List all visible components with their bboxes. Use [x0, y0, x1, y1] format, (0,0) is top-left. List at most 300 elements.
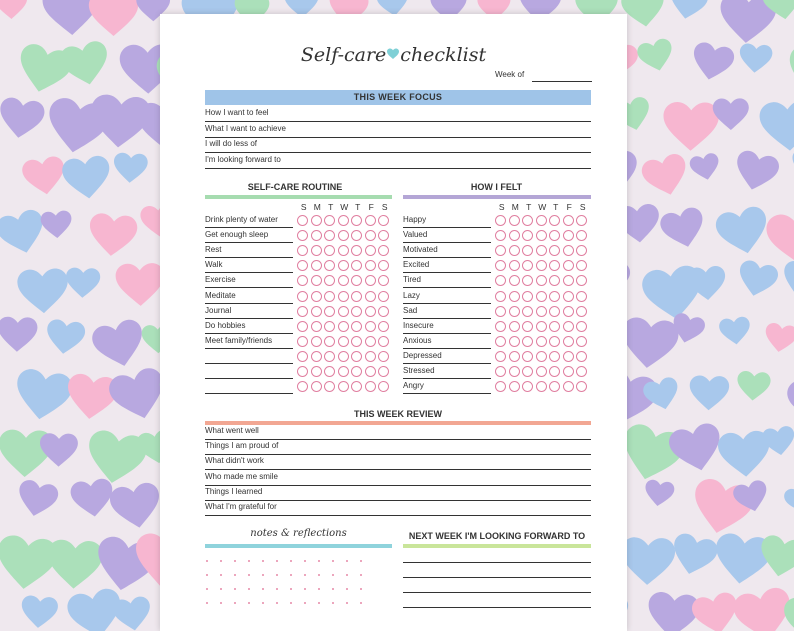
- felt-checkbox-circle[interactable]: [536, 260, 547, 271]
- felt-checkbox-circle[interactable]: [509, 351, 520, 362]
- routine-checkbox-circle[interactable]: [351, 230, 362, 241]
- felt-checkbox-circle[interactable]: [576, 366, 587, 377]
- routine-item-label: Do hobbies: [205, 319, 293, 334]
- felt-checkbox-circle[interactable]: [563, 245, 574, 256]
- pattern-heart-icon: [735, 258, 780, 300]
- felt-checkbox-circle[interactable]: [522, 260, 533, 271]
- review-row[interactable]: Things I am proud of: [205, 439, 591, 455]
- routine-checkbox-circle[interactable]: [324, 230, 335, 241]
- routine-checkbox-circle[interactable]: [338, 351, 349, 362]
- routine-checkbox-circle[interactable]: [324, 291, 335, 302]
- week-of-line[interactable]: [532, 81, 592, 82]
- felt-checkbox-circle[interactable]: [495, 215, 506, 226]
- felt-checkbox-circle[interactable]: [563, 306, 574, 317]
- next-week-line[interactable]: [403, 548, 591, 563]
- routine-checkbox-circle[interactable]: [378, 306, 389, 317]
- routine-checkbox-circle[interactable]: [365, 321, 376, 332]
- felt-item-label: Tired: [403, 273, 491, 288]
- felt-checkbox-circle[interactable]: [576, 306, 587, 317]
- notes-dot: [262, 602, 264, 604]
- routine-checkbox-circle[interactable]: [311, 321, 322, 332]
- routine-checkbox-circle[interactable]: [324, 260, 335, 271]
- pattern-heart-icon: [635, 37, 676, 75]
- routine-checkbox-circle[interactable]: [338, 381, 349, 392]
- routine-checkbox-circle[interactable]: [365, 215, 376, 226]
- routine-checkbox-circle[interactable]: [378, 275, 389, 286]
- routine-checkbox-circle[interactable]: [378, 321, 389, 332]
- pattern-heart-icon: [779, 259, 794, 301]
- felt-checkbox-circle[interactable]: [522, 230, 533, 241]
- pattern-heart-icon: [69, 478, 115, 520]
- notes-dot: [220, 588, 222, 590]
- felt-item-label: Anxious: [403, 334, 491, 349]
- felt-checkbox-circle[interactable]: [563, 351, 574, 362]
- pattern-heart-icon: [12, 367, 74, 423]
- focus-row[interactable]: How I want to feel: [205, 106, 591, 122]
- felt-checkbox-circle[interactable]: [563, 215, 574, 226]
- felt-checkbox-circle[interactable]: [509, 321, 520, 332]
- pattern-heart-icon: [713, 98, 749, 130]
- routine-checkbox-circle[interactable]: [378, 291, 389, 302]
- felt-checkbox-circle[interactable]: [509, 291, 520, 302]
- routine-checkbox-circle[interactable]: [324, 275, 335, 286]
- routine-checkbox-circle[interactable]: [338, 291, 349, 302]
- review-row[interactable]: What didn't work: [205, 454, 591, 470]
- how-i-felt-header: HOW I FELT: [470, 182, 523, 192]
- felt-checkbox-circle[interactable]: [509, 381, 520, 392]
- felt-item-label: Excited: [403, 258, 491, 273]
- felt-item-label: Insecure: [403, 319, 491, 334]
- pattern-heart-icon: [639, 152, 692, 201]
- day-letter: T: [553, 202, 559, 212]
- this-week-focus-header: THIS WEEK FOCUS: [205, 90, 591, 105]
- routine-checkbox-circle[interactable]: [378, 381, 389, 392]
- felt-checkbox-circle[interactable]: [563, 260, 574, 271]
- felt-checkbox-circle[interactable]: [522, 291, 533, 302]
- routine-checkbox-circle[interactable]: [297, 230, 308, 241]
- notes-dot: [290, 560, 292, 562]
- felt-checkbox-circle[interactable]: [495, 351, 506, 362]
- routine-checkbox-circle[interactable]: [311, 260, 322, 271]
- felt-checkbox-circle[interactable]: [495, 336, 506, 347]
- day-letter: M: [313, 202, 321, 212]
- felt-checkbox-circle[interactable]: [549, 260, 560, 271]
- routine-checkbox-circle[interactable]: [311, 351, 322, 362]
- routine-checkbox-circle[interactable]: [351, 366, 362, 377]
- day-letter: S: [579, 202, 586, 212]
- felt-checkbox-circle[interactable]: [522, 306, 533, 317]
- felt-item-label: Happy: [403, 213, 491, 228]
- notes-dot: [276, 560, 278, 562]
- notes-dot: [234, 602, 236, 604]
- notes-underline: [205, 544, 392, 548]
- notes-dot: [206, 588, 208, 590]
- pattern-heart-icon: [0, 316, 38, 352]
- routine-item-label: Journal: [205, 304, 293, 319]
- felt-checkbox-circle[interactable]: [509, 230, 520, 241]
- day-letter: M: [511, 202, 519, 212]
- notes-dot: [262, 560, 264, 562]
- routine-checkbox-circle[interactable]: [297, 381, 308, 392]
- felt-checkbox-circle[interactable]: [549, 245, 560, 256]
- pattern-heart-icon: [763, 322, 794, 354]
- this-week-review-header: THIS WEEK REVIEW: [353, 409, 442, 419]
- pattern-heart-icon: [667, 0, 710, 22]
- pattern-heart-icon: [113, 152, 149, 184]
- notes-dot: [248, 560, 250, 562]
- routine-checkbox-circle[interactable]: [365, 336, 376, 347]
- felt-checkbox-circle[interactable]: [536, 366, 547, 377]
- felt-checkbox-circle[interactable]: [563, 366, 574, 377]
- pattern-heart-icon: [663, 102, 719, 151]
- felt-checkbox-circle[interactable]: [495, 275, 506, 286]
- routine-checkbox-circle[interactable]: [351, 215, 362, 226]
- pattern-heart-icon: [89, 0, 138, 36]
- felt-checkbox-circle[interactable]: [509, 336, 520, 347]
- felt-checkbox-circle[interactable]: [549, 215, 560, 226]
- routine-checkbox-circle[interactable]: [311, 291, 322, 302]
- routine-item-label: Rest: [205, 243, 293, 258]
- notes-dot: [346, 602, 348, 604]
- routine-checkbox-circle[interactable]: [378, 230, 389, 241]
- felt-checkbox-circle[interactable]: [522, 321, 533, 332]
- routine-checkbox-circle[interactable]: [324, 336, 335, 347]
- notes-dot: [248, 588, 250, 590]
- felt-checkbox-circle[interactable]: [522, 366, 533, 377]
- felt-checkbox-circle[interactable]: [522, 336, 533, 347]
- pattern-heart-icon: [788, 148, 794, 180]
- pattern-heart-icon: [108, 481, 164, 532]
- routine-checkbox-circle[interactable]: [365, 381, 376, 392]
- pattern-heart-icon: [619, 316, 680, 371]
- felt-checkbox-circle[interactable]: [576, 245, 587, 256]
- felt-checkbox-circle[interactable]: [549, 351, 560, 362]
- routine-checkbox-circle[interactable]: [351, 351, 362, 362]
- routine-days-header: [297, 202, 392, 212]
- pattern-heart-icon: [21, 155, 68, 197]
- felt-checkbox-circle[interactable]: [576, 260, 587, 271]
- routine-checkbox-circle[interactable]: [365, 366, 376, 377]
- routine-item-label: Meditate: [205, 289, 293, 304]
- routine-checkbox-circle[interactable]: [378, 336, 389, 347]
- routine-checkbox-circle[interactable]: [338, 321, 349, 332]
- review-row[interactable]: Who made me smile: [205, 470, 591, 486]
- notes-dot: [318, 588, 320, 590]
- notes-dot: [346, 560, 348, 562]
- notes-dot: [332, 574, 334, 576]
- felt-checkbox-circle[interactable]: [549, 366, 560, 377]
- routine-checkbox-circle[interactable]: [324, 321, 335, 332]
- routine-checkbox-circle[interactable]: [311, 306, 322, 317]
- felt-checkbox-circle[interactable]: [576, 321, 587, 332]
- routine-checkbox-circle[interactable]: [351, 321, 362, 332]
- routine-checkbox-circle[interactable]: [365, 275, 376, 286]
- focus-row[interactable]: I'm looking forward to: [205, 153, 591, 169]
- routine-checkbox-circle[interactable]: [324, 245, 335, 256]
- felt-item-label: Depressed: [403, 349, 491, 364]
- routine-checkbox-circle[interactable]: [338, 366, 349, 377]
- self-care-routine-underline: [205, 195, 392, 199]
- pattern-heart-icon: [783, 484, 794, 516]
- routine-checkbox-circle[interactable]: [311, 230, 322, 241]
- felt-checkbox-circle[interactable]: [536, 351, 547, 362]
- routine-checkbox-circle[interactable]: [351, 275, 362, 286]
- routine-checkbox-circle[interactable]: [324, 306, 335, 317]
- next-week-line[interactable]: [403, 593, 591, 608]
- day-letter: S: [498, 202, 505, 212]
- felt-checkbox-circle[interactable]: [549, 321, 560, 332]
- notes-dot: [290, 602, 292, 604]
- routine-checkbox-circle[interactable]: [311, 215, 322, 226]
- notes-dot: [360, 588, 362, 590]
- felt-checkbox-circle[interactable]: [495, 230, 506, 241]
- felt-checkbox-circle[interactable]: [509, 275, 520, 286]
- felt-checkbox-circle[interactable]: [549, 306, 560, 317]
- routine-checkbox-circle[interactable]: [311, 336, 322, 347]
- felt-checkbox-circle[interactable]: [576, 336, 587, 347]
- heart-icon: [387, 48, 399, 60]
- next-week-line[interactable]: [403, 578, 591, 593]
- pattern-heart-icon: [666, 421, 726, 476]
- felt-checkbox-circle[interactable]: [563, 381, 574, 392]
- routine-checkbox-circle[interactable]: [297, 260, 308, 271]
- day-letter: F: [566, 202, 572, 212]
- felt-checkbox-circle[interactable]: [576, 230, 587, 241]
- routine-checkbox-circle[interactable]: [365, 306, 376, 317]
- next-week-line[interactable]: [403, 563, 591, 578]
- pattern-heart-icon: [765, 210, 794, 266]
- felt-item-label: Lazy: [403, 289, 491, 304]
- routine-checkbox-circle[interactable]: [351, 336, 362, 347]
- routine-checkbox-circle[interactable]: [297, 245, 308, 256]
- review-row[interactable]: Things I learned: [205, 485, 591, 501]
- notes-dot: [332, 588, 334, 590]
- felt-checkbox-circle[interactable]: [522, 245, 533, 256]
- routine-checkbox-circle[interactable]: [324, 215, 335, 226]
- routine-checkbox-circle[interactable]: [297, 291, 308, 302]
- felt-checkbox-circle[interactable]: [522, 275, 533, 286]
- routine-checkbox-circle[interactable]: [297, 366, 308, 377]
- felt-checkbox-circle[interactable]: [536, 381, 547, 392]
- felt-checkbox-circle[interactable]: [563, 230, 574, 241]
- routine-item-label: Meet family/friends: [205, 334, 293, 349]
- pattern-heart-icon: [61, 155, 113, 201]
- routine-checkbox-circle[interactable]: [311, 366, 322, 377]
- routine-item-label: Get enough sleep: [205, 228, 293, 243]
- routine-checkbox-circle[interactable]: [378, 215, 389, 226]
- felt-checkbox-circle[interactable]: [509, 306, 520, 317]
- notes-dot: [262, 574, 264, 576]
- week-of-label: Week of: [495, 70, 525, 79]
- routine-checkbox-circle[interactable]: [365, 260, 376, 271]
- felt-checkbox-circle[interactable]: [509, 215, 520, 226]
- review-row[interactable]: What I'm grateful for: [205, 500, 591, 516]
- notes-dot: [318, 560, 320, 562]
- felt-checkbox-circle[interactable]: [563, 275, 574, 286]
- notes-dot: [248, 574, 250, 576]
- pattern-heart-icon: [65, 267, 100, 298]
- pattern-heart-icon: [783, 44, 794, 99]
- felt-checkbox-circle[interactable]: [536, 275, 547, 286]
- routine-checkbox-circle[interactable]: [351, 381, 362, 392]
- routine-checkbox-circle[interactable]: [297, 306, 308, 317]
- routine-checkbox-circle[interactable]: [338, 275, 349, 286]
- day-letter: W: [340, 202, 349, 212]
- how-i-felt-underline: [403, 195, 591, 199]
- routine-checkbox-circle[interactable]: [311, 275, 322, 286]
- notes-dot: [234, 588, 236, 590]
- routine-checkbox-circle[interactable]: [324, 381, 335, 392]
- routine-checkbox-circle[interactable]: [338, 245, 349, 256]
- pattern-heart-icon: [689, 375, 730, 411]
- felt-checkbox-circle[interactable]: [536, 215, 547, 226]
- felt-item-label: Angry: [403, 379, 491, 394]
- notes-dot: [206, 560, 208, 562]
- routine-checkbox-circle[interactable]: [297, 336, 308, 347]
- felt-checkbox-circle[interactable]: [576, 381, 587, 392]
- felt-checkbox-circle[interactable]: [509, 366, 520, 377]
- notes-reflections-title: notes & reflections: [250, 528, 347, 539]
- felt-checkbox-circle[interactable]: [549, 230, 560, 241]
- felt-checkbox-circle[interactable]: [549, 291, 560, 302]
- routine-checkbox-circle[interactable]: [351, 260, 362, 271]
- routine-checkbox-circle[interactable]: [311, 381, 322, 392]
- routine-checkbox-circle[interactable]: [365, 245, 376, 256]
- pattern-heart-icon: [736, 370, 771, 401]
- notes-dot: [360, 560, 362, 562]
- routine-checkbox-circle[interactable]: [297, 321, 308, 332]
- routine-item-label: [205, 379, 293, 394]
- felt-checkbox-circle[interactable]: [522, 351, 533, 362]
- routine-checkbox-circle[interactable]: [351, 291, 362, 302]
- routine-checkbox-circle[interactable]: [338, 260, 349, 271]
- felt-checkbox-circle[interactable]: [536, 230, 547, 241]
- felt-checkbox-circle[interactable]: [549, 275, 560, 286]
- felt-checkbox-circle[interactable]: [536, 291, 547, 302]
- notes-dot: [220, 602, 222, 604]
- felt-checkbox-circle[interactable]: [576, 291, 587, 302]
- pattern-heart-icon: [731, 149, 781, 195]
- felt-checkbox-circle[interactable]: [563, 321, 574, 332]
- notes-dot: [346, 574, 348, 576]
- routine-checkbox-circle[interactable]: [378, 366, 389, 377]
- pattern-heart-icon: [738, 43, 773, 74]
- notes-dot: [360, 602, 362, 604]
- pattern-heart-icon: [718, 316, 751, 346]
- routine-checkbox-circle[interactable]: [338, 336, 349, 347]
- routine-checkbox-circle[interactable]: [338, 230, 349, 241]
- pattern-heart-icon: [668, 531, 720, 579]
- notes-dot: [276, 574, 278, 576]
- felt-checkbox-circle[interactable]: [522, 215, 533, 226]
- checklist-sheet: [160, 14, 627, 631]
- felt-checkbox-circle[interactable]: [563, 291, 574, 302]
- felt-checkbox-circle[interactable]: [495, 306, 506, 317]
- day-letter: F: [368, 202, 374, 212]
- notes-dot: [304, 602, 306, 604]
- routine-checkbox-circle[interactable]: [297, 275, 308, 286]
- pattern-heart-icon: [688, 152, 722, 183]
- routine-checkbox-circle[interactable]: [324, 366, 335, 377]
- notes-dot: [318, 602, 320, 604]
- felt-checkbox-circle[interactable]: [495, 321, 506, 332]
- day-letter: T: [328, 202, 334, 212]
- routine-checkbox-circle[interactable]: [297, 351, 308, 362]
- review-row[interactable]: What went well: [205, 424, 591, 440]
- routine-checkbox-circle[interactable]: [351, 306, 362, 317]
- felt-checkbox-circle[interactable]: [576, 351, 587, 362]
- felt-checkbox-circle[interactable]: [576, 215, 587, 226]
- pattern-heart-icon: [620, 537, 675, 586]
- notes-dot: [276, 602, 278, 604]
- pattern-heart-icon: [759, 100, 794, 153]
- routine-checkbox-circle[interactable]: [351, 245, 362, 256]
- day-letter: S: [381, 202, 388, 212]
- felt-checkbox-circle[interactable]: [522, 381, 533, 392]
- felt-checkbox-circle[interactable]: [536, 336, 547, 347]
- felt-item-label: Valued: [403, 228, 491, 243]
- felt-checkbox-circle[interactable]: [495, 366, 506, 377]
- felt-item-label: Sad: [403, 304, 491, 319]
- felt-checkbox-circle[interactable]: [563, 336, 574, 347]
- routine-checkbox-circle[interactable]: [365, 291, 376, 302]
- day-letter: T: [526, 202, 532, 212]
- pattern-heart-icon: [0, 207, 49, 258]
- routine-checkbox-circle[interactable]: [365, 230, 376, 241]
- pattern-heart-icon: [658, 205, 709, 252]
- pattern-heart-icon: [64, 372, 119, 421]
- notes-dot: [304, 574, 306, 576]
- notes-dot: [206, 574, 208, 576]
- routine-checkbox-circle[interactable]: [338, 215, 349, 226]
- routine-checkbox-circle[interactable]: [324, 351, 335, 362]
- felt-checkbox-circle[interactable]: [509, 245, 520, 256]
- felt-checkbox-circle[interactable]: [495, 291, 506, 302]
- felt-checkbox-circle[interactable]: [495, 260, 506, 271]
- routine-item-label: [205, 364, 293, 379]
- felt-checkbox-circle[interactable]: [509, 260, 520, 271]
- pattern-heart-icon: [58, 39, 113, 89]
- routine-checkbox-circle[interactable]: [338, 306, 349, 317]
- felt-checkbox-circle[interactable]: [549, 336, 560, 347]
- pattern-heart-icon: [0, 0, 28, 19]
- routine-checkbox-circle[interactable]: [378, 260, 389, 271]
- pattern-heart-icon: [785, 373, 794, 427]
- notes-dot: [206, 602, 208, 604]
- pattern-heart-icon: [40, 210, 73, 239]
- felt-checkbox-circle[interactable]: [549, 381, 560, 392]
- felt-checkbox-circle[interactable]: [576, 275, 587, 286]
- felt-checkbox-circle[interactable]: [536, 245, 547, 256]
- routine-checkbox-circle[interactable]: [297, 215, 308, 226]
- felt-checkbox-circle[interactable]: [495, 245, 506, 256]
- routine-checkbox-circle[interactable]: [378, 351, 389, 362]
- self-care-routine-header: SELF-CARE ROUTINE: [247, 182, 343, 192]
- focus-row[interactable]: What I want to achieve: [205, 122, 591, 138]
- focus-row[interactable]: I will do less of: [205, 137, 591, 153]
- felt-checkbox-circle[interactable]: [495, 381, 506, 392]
- felt-checkbox-circle[interactable]: [536, 321, 547, 332]
- felt-checkbox-circle[interactable]: [536, 306, 547, 317]
- routine-checkbox-circle[interactable]: [365, 351, 376, 362]
- routine-item-label: Walk: [205, 258, 293, 273]
- felt-item-label: Stressed: [403, 364, 491, 379]
- notes-dot: [360, 574, 362, 576]
- routine-checkbox-circle[interactable]: [378, 245, 389, 256]
- notes-dot: [234, 574, 236, 576]
- felt-days-header: [495, 202, 590, 212]
- routine-checkbox-circle[interactable]: [311, 245, 322, 256]
